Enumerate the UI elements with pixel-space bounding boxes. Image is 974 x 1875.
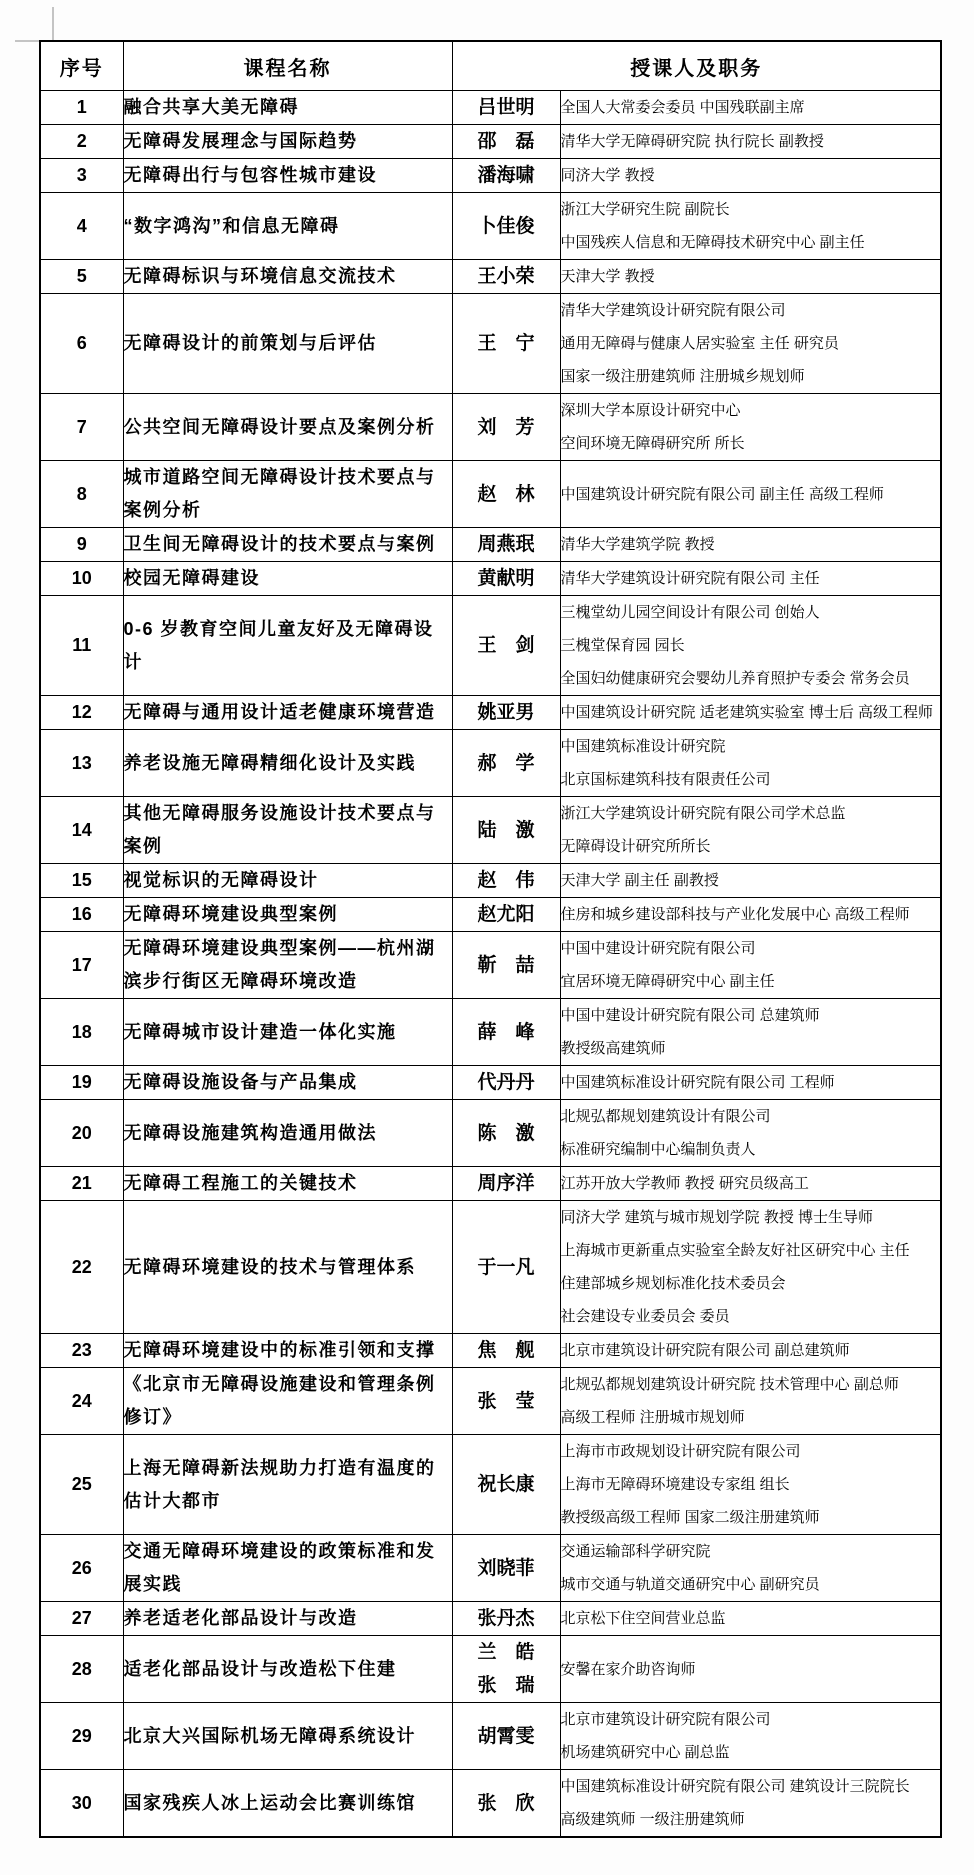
- table-row: [40, 1368, 941, 1435]
- instructor-title-cell: [560, 1602, 941, 1636]
- instructor-name-cell: [452, 294, 560, 394]
- course-name: 无障碍设计的前策划与后评估: [123, 294, 452, 394]
- instructor-name-cell: [452, 730, 560, 797]
- instructor-name-cell: [452, 864, 560, 898]
- instructor-name: 姚亚男: [477, 702, 535, 723]
- instructor-name: 祝长康: [477, 1474, 535, 1495]
- table-row: [40, 1703, 941, 1770]
- instructor-title-cell: [560, 1334, 941, 1368]
- instructor-title-line: 浙江大学研究生院 副院长: [560, 201, 730, 218]
- instructor-name-cell: [452, 1066, 560, 1100]
- row-number: 16: [40, 898, 123, 932]
- instructor-name-cell: [452, 394, 560, 461]
- instructor-title-line: 北规弘都规划建筑设计有限公司: [560, 1108, 771, 1125]
- course-name: 无障碍城市设计建造一体化实施: [123, 999, 452, 1066]
- course-name: 无障碍环境建设典型案例: [123, 898, 452, 932]
- course-name: 北京大兴国际机场无障碍系统设计: [123, 1703, 452, 1770]
- table-row: [40, 999, 941, 1066]
- instructor-title-cell: [560, 1435, 941, 1535]
- instructor-name-cell: [452, 1167, 560, 1201]
- instructor-name-cell: [452, 932, 560, 999]
- instructor-name: 张 莹: [477, 1390, 535, 1412]
- instructor-name: 郝 学: [477, 752, 535, 774]
- instructor-title-cell: [560, 1368, 941, 1435]
- instructor-name-cell: [452, 1334, 560, 1368]
- instructor-name: 王 剑: [477, 635, 535, 656]
- row-number: 27: [40, 1602, 123, 1636]
- instructor-name-cell: [452, 1435, 560, 1535]
- instructor-title-cell: [560, 696, 941, 730]
- instructor-title-cell: [560, 125, 941, 159]
- table-row: [40, 125, 941, 159]
- instructor-title-line: 江苏开放大学教师 教授 研究员级高工: [560, 1175, 809, 1192]
- course-name: 无障碍环境建设中的标准引领和支撑: [123, 1334, 452, 1368]
- instructor-title-cell: [560, 999, 941, 1066]
- instructor-name: 吕世明: [477, 97, 535, 118]
- instructor-title-cell: [560, 864, 941, 898]
- instructor-name: 靳 喆: [477, 954, 535, 976]
- instructor-name-cell: [452, 1703, 560, 1770]
- instructor-title-cell: [560, 1770, 941, 1838]
- instructor-name-cell: [452, 1201, 560, 1334]
- instructor-title-line: 国家一级注册建筑师 注册城乡规划师: [560, 368, 805, 385]
- instructor-title-line: 北京松下住空间营业总监: [560, 1610, 726, 1627]
- row-number: 11: [40, 596, 123, 696]
- instructor-title-line: 高级建筑师 一级注册建筑师: [560, 1811, 745, 1828]
- header-col-course: 课程名称: [123, 41, 452, 91]
- instructor-name: 张 瑞: [477, 1675, 535, 1696]
- instructor-title-line: 天津大学 副主任 副教授: [560, 872, 719, 889]
- course-name: 无障碍标识与环境信息交流技术: [123, 260, 452, 294]
- instructor-title-line: 教授级高级工程师 国家二级注册建筑师: [560, 1509, 820, 1526]
- instructor-title-line: 中国建筑设计研究院 适老建筑实验室 博士后 高级工程师: [560, 704, 934, 721]
- course-name: 无障碍发展理念与国际趋势: [123, 125, 452, 159]
- instructor-name-cell: [452, 1602, 560, 1636]
- instructor-name: 赵 林: [477, 483, 535, 505]
- course-name: 公共空间无障碍设计要点及案例分析: [123, 394, 452, 461]
- course-name: 无障碍工程施工的关键技术: [123, 1167, 452, 1201]
- table-row: [40, 394, 941, 461]
- instructor-title-line: 上海市无障碍环境建设专家组 组长: [560, 1476, 790, 1493]
- course-name: 无障碍设施建筑构造通用做法: [123, 1100, 452, 1167]
- row-number: 7: [40, 394, 123, 461]
- course-name: 无障碍设施设备与产品集成: [123, 1066, 452, 1100]
- course-name: 上海无障碍新法规助力打造有温度的估计大都市: [123, 1435, 452, 1535]
- row-number: 2: [40, 125, 123, 159]
- header-col-no: 序号: [40, 41, 123, 91]
- instructor-title-line: 浙江大学建筑设计研究院有限公司学术总监: [560, 805, 846, 822]
- instructor-name-cell: [452, 1368, 560, 1435]
- row-number: 28: [40, 1636, 123, 1703]
- instructor-name: 兰 皓: [477, 1642, 535, 1663]
- course-name: 适老化部品设计与改造松下住建: [123, 1636, 452, 1703]
- header-row: [40, 41, 941, 91]
- instructor-name-cell: [452, 193, 560, 260]
- instructor-title-cell: [560, 1066, 941, 1100]
- table-row: [40, 596, 941, 696]
- instructor-name: 邵 磊: [477, 131, 535, 152]
- instructor-title-cell: [560, 461, 941, 528]
- instructor-title-line: 安馨在家介助咨询师: [560, 1660, 696, 1678]
- margin-corner-mark: [15, 7, 54, 42]
- instructor-title-cell: [560, 394, 941, 461]
- row-number: 10: [40, 562, 123, 596]
- table-row: [40, 932, 941, 999]
- table-row: [40, 696, 941, 730]
- instructor-title-cell: [560, 1703, 941, 1770]
- instructor-name: 王 宁: [477, 333, 535, 354]
- instructor-title-line: 清华大学无障碍研究院 执行院长 副教授: [560, 133, 824, 150]
- table-row: [40, 797, 941, 864]
- table-row: [40, 91, 941, 125]
- instructor-name-cell: [452, 528, 560, 562]
- instructor-name: 刘晓菲: [477, 1557, 535, 1579]
- row-number: 29: [40, 1703, 123, 1770]
- table-row: [40, 864, 941, 898]
- instructor-name: 焦 舰: [477, 1340, 535, 1361]
- table-row: [40, 1066, 941, 1100]
- instructor-title-line: 通用无障碍与健康人居实验室 主任 研究员: [560, 335, 839, 352]
- instructor-name: 潘海啸: [477, 165, 535, 186]
- instructor-title-line: 清华大学建筑设计研究院有限公司 主任: [560, 570, 820, 587]
- course-name: 无障碍环境建设的技术与管理体系: [123, 1201, 452, 1334]
- row-number: 15: [40, 864, 123, 898]
- instructor-title-cell: [560, 1100, 941, 1167]
- table-row: [40, 1602, 941, 1636]
- instructor-title-line: 三槐堂幼儿园空间设计有限公司 创始人: [560, 604, 820, 621]
- table-row: [40, 294, 941, 394]
- instructor-title-line: 上海城市更新重点实验室全龄友好社区研究中心 主任: [560, 1242, 910, 1259]
- instructor-name: 薛 峰: [477, 1021, 535, 1043]
- instructor-title-cell: [560, 1201, 941, 1334]
- row-number: 3: [40, 159, 123, 193]
- row-number: 22: [40, 1201, 123, 1334]
- instructor-title-line: 城市交通与轨道交通研究中心 副研究员: [560, 1576, 820, 1593]
- instructor-title-line: 深圳大学本原设计研究中心: [560, 402, 741, 419]
- instructor-name-cell: [452, 125, 560, 159]
- instructor-name: 王小荣: [477, 266, 535, 287]
- instructor-name-cell: [452, 260, 560, 294]
- table-row: [40, 1167, 941, 1201]
- row-number: 21: [40, 1167, 123, 1201]
- instructor-title-cell: [560, 596, 941, 696]
- course-name: 《北京市无障碍设施建设和管理条例修订》: [123, 1368, 452, 1435]
- course-name: 无障碍出行与包容性城市建设: [123, 159, 452, 193]
- table-row: [40, 260, 941, 294]
- instructor-name-cell: [452, 1770, 560, 1838]
- course-name: 0-6 岁教育空间儿童友好及无障碍设计: [123, 596, 452, 696]
- instructor-title-line: 机场建筑研究中心 副总监: [560, 1744, 730, 1761]
- course-name: 视觉标识的无障碍设计: [123, 864, 452, 898]
- instructor-title-line: 中国建筑标准设计研究院有限公司 工程师: [560, 1074, 835, 1091]
- instructor-title-cell: [560, 528, 941, 562]
- instructor-title-line: 交通运输部科学研究院: [560, 1543, 711, 1560]
- row-number: 26: [40, 1535, 123, 1602]
- row-number: 23: [40, 1334, 123, 1368]
- instructor-name: 胡霄雯: [477, 1725, 535, 1747]
- instructor-title-cell: [560, 294, 941, 394]
- instructor-title-line: 全国妇幼健康研究会婴幼儿养育照护专委会 常务会员: [560, 670, 910, 687]
- instructor-name: 陆 激: [477, 819, 535, 841]
- instructor-title-cell: [560, 193, 941, 260]
- row-number: 24: [40, 1368, 123, 1435]
- instructor-title-cell: [560, 1636, 941, 1703]
- instructor-name-cell: [452, 91, 560, 125]
- instructor-name: 黄献明: [477, 568, 535, 589]
- row-number: 13: [40, 730, 123, 797]
- instructor-title-cell: [560, 159, 941, 193]
- instructor-name-cell: [452, 562, 560, 596]
- row-number: 1: [40, 91, 123, 125]
- instructor-title-line: 同济大学 教授: [560, 167, 655, 184]
- course-name: 交通无障碍环境建设的政策标准和发展实践: [123, 1535, 452, 1602]
- instructor-title-cell: [560, 260, 941, 294]
- table-body: [40, 91, 941, 1838]
- course-name: 校园无障碍建设: [123, 562, 452, 596]
- instructor-name: 赵尤阳: [477, 904, 535, 925]
- instructor-title-cell: [560, 562, 941, 596]
- instructor-name: 周燕珉: [477, 534, 535, 555]
- instructor-title-line: 中国建筑标准设计研究院: [560, 738, 726, 755]
- row-number: 9: [40, 528, 123, 562]
- course-name: 城市道路空间无障碍设计技术要点与案例分析: [123, 461, 452, 528]
- instructor-title-line: 标准研究编制中心编制负责人: [560, 1141, 756, 1158]
- table-row: [40, 1201, 941, 1334]
- instructor-name: 赵 伟: [477, 870, 535, 891]
- instructor-name-cell: [452, 1100, 560, 1167]
- row-number: 25: [40, 1435, 123, 1535]
- row-number: 20: [40, 1100, 123, 1167]
- table-row: [40, 193, 941, 260]
- instructor-name: 于一凡: [477, 1256, 535, 1278]
- instructor-title-cell: [560, 730, 941, 797]
- instructor-title-line: 同济大学 建筑与城市规划学院 教授 博士生导师: [560, 1209, 874, 1226]
- course-name: 国家残疾人冰上运动会比赛训练馆: [123, 1770, 452, 1838]
- table-row: [40, 562, 941, 596]
- row-number: 30: [40, 1770, 123, 1838]
- table-row: [40, 730, 941, 797]
- course-name: 养老设施无障碍精细化设计及实践: [123, 730, 452, 797]
- table-row: [40, 1435, 941, 1535]
- instructor-title-line: 中国建筑设计研究院有限公司 副主任 高级工程师: [560, 485, 884, 503]
- table-row: [40, 898, 941, 932]
- instructor-title-line: 北规弘都规划建筑设计研究院 技术管理中心 副总师: [560, 1376, 899, 1393]
- instructor-title-line: 三槐堂保育园 园长: [560, 637, 685, 654]
- row-number: 5: [40, 260, 123, 294]
- instructor-name: 周序洋: [477, 1173, 535, 1194]
- table-row: [40, 1334, 941, 1368]
- instructor-title-line: 中国中建设计研究院有限公司 总建筑师: [560, 1007, 820, 1024]
- instructor-name-cell: [452, 797, 560, 864]
- instructor-name: 张丹杰: [477, 1608, 535, 1629]
- instructor-title-line: 社会建设专业委员会 委员: [560, 1308, 730, 1325]
- instructor-name: 刘 芳: [477, 416, 535, 438]
- instructor-title-cell: [560, 1535, 941, 1602]
- instructor-name-cell: [452, 999, 560, 1066]
- row-number: 17: [40, 932, 123, 999]
- instructor-title-cell: [560, 898, 941, 932]
- row-number: 12: [40, 696, 123, 730]
- row-number: 8: [40, 461, 123, 528]
- row-number: 18: [40, 999, 123, 1066]
- instructor-title-line: 全国人大常委会委员 中国残联副主席: [560, 99, 805, 116]
- course-name: 其他无障碍服务设施设计技术要点与案例: [123, 797, 452, 864]
- table-row: [40, 528, 941, 562]
- table-row: [40, 1636, 941, 1703]
- instructor-name: 卜佳俊: [477, 215, 535, 237]
- instructor-title-line: 住房和城乡建设部科技与产业化发展中心 高级工程师: [560, 906, 910, 923]
- row-number: 4: [40, 193, 123, 260]
- instructor-title-line: 宜居环境无障碍研究中心 副主任: [560, 973, 775, 990]
- instructor-title-line: 无障碍设计研究所所长: [560, 838, 711, 855]
- instructor-name-cell: [452, 1636, 560, 1703]
- instructor-title-line: 清华大学建筑设计研究院有限公司: [560, 302, 786, 319]
- instructor-name: 陈 激: [477, 1122, 535, 1144]
- table-row: [40, 1535, 941, 1602]
- instructor-name: 代丹丹: [477, 1072, 535, 1093]
- instructor-name-cell: [452, 159, 560, 193]
- instructor-title-cell: [560, 1167, 941, 1201]
- row-number: 14: [40, 797, 123, 864]
- course-name: 养老适老化部品设计与改造: [123, 1602, 452, 1636]
- instructor-title-line: 天津大学 教授: [560, 268, 655, 285]
- instructor-title-line: 北京市建筑设计研究院有限公司: [560, 1711, 771, 1728]
- instructor-title-line: 高级工程师 注册城市规划师: [560, 1409, 745, 1426]
- instructor-title-line: 上海市市政规划设计研究院有限公司: [560, 1443, 801, 1460]
- table-row: [40, 461, 941, 528]
- course-name: 卫生间无障碍设计的技术要点与案例: [123, 528, 452, 562]
- instructor-title-line: 中国建筑标准设计研究院有限公司 建筑设计三院院长: [560, 1778, 910, 1795]
- instructor-name-cell: [452, 596, 560, 696]
- instructor-title-line: 住建部城乡规划标准化技术委员会: [560, 1275, 786, 1292]
- table-row: [40, 159, 941, 193]
- course-name: 无障碍与通用设计适老健康环境营造: [123, 696, 452, 730]
- instructor-name: 张 欣: [477, 1792, 535, 1814]
- instructor-title-line: 教授级高建筑师: [560, 1040, 666, 1057]
- instructor-title-cell: [560, 932, 941, 999]
- header-col-instructor: 授课人及职务: [452, 41, 941, 91]
- row-number: 19: [40, 1066, 123, 1100]
- course-name: “数字鸿沟”和信息无障碍: [123, 193, 452, 260]
- course-name: 无障碍环境建设典型案例——杭州湖滨步行街区无障碍环境改造: [123, 932, 452, 999]
- instructor-name-cell: [452, 461, 560, 528]
- table-row: [40, 1100, 941, 1167]
- instructor-name-cell: [452, 898, 560, 932]
- instructor-title-line: 空间环境无障碍研究所 所长: [560, 435, 745, 452]
- instructor-title-line: 中国中建设计研究院有限公司: [560, 940, 756, 957]
- instructor-title-cell: [560, 797, 941, 864]
- instructor-title-line: 中国残疾人信息和无障碍技术研究中心 副主任: [560, 234, 865, 251]
- course-name: 融合共享大美无障碍: [123, 91, 452, 125]
- row-number: 6: [40, 294, 123, 394]
- instructor-title-line: 北京国标建筑科技有限责任公司: [560, 771, 771, 788]
- instructor-name-cell: [452, 696, 560, 730]
- instructor-name-cell: [452, 1535, 560, 1602]
- course-table: [39, 40, 942, 1838]
- instructor-title-cell: [560, 91, 941, 125]
- instructor-title-line: 北京市建筑设计研究院有限公司 副总建筑师: [560, 1342, 850, 1359]
- instructor-title-line: 清华大学建筑学院 教授: [560, 536, 715, 553]
- table-row: [40, 1770, 941, 1838]
